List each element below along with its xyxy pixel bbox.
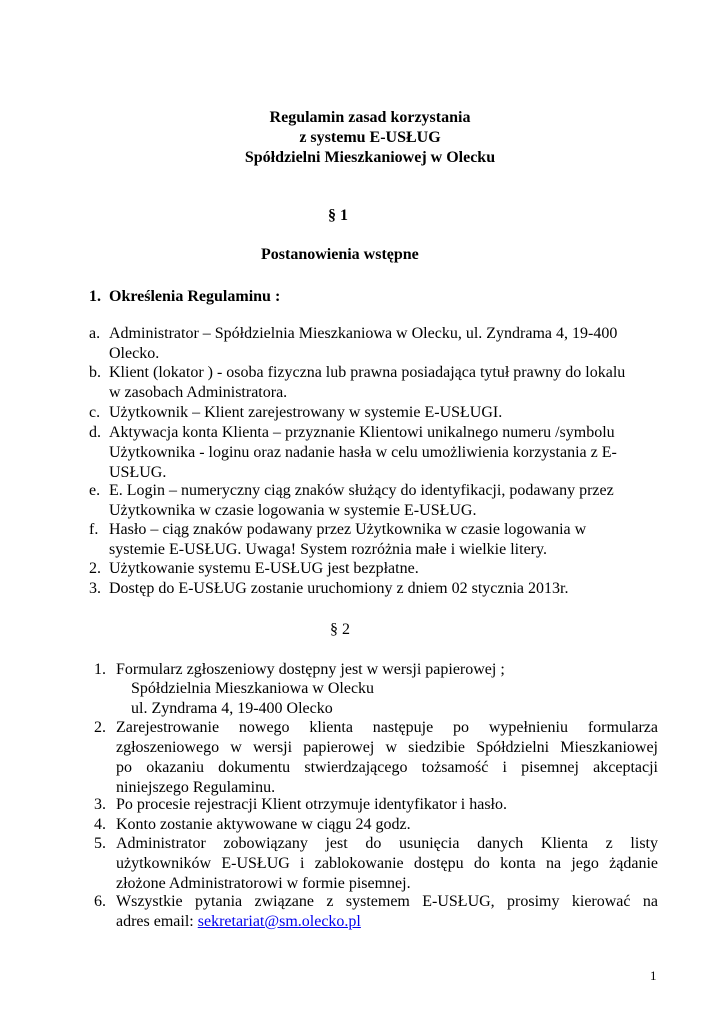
definition-line: Użytkownika - loginu oraz nadanie hasła w celu umożliwienia korzystania z E-: [109, 444, 617, 461]
definition-line: E. Login – numeryczny ciąg znaków służący do identyfikacji, podawany przez: [109, 482, 614, 499]
definition-marker: d.: [89, 424, 101, 441]
rule-marker: 2.: [94, 719, 106, 736]
section-2-symbol: § 2: [330, 621, 350, 638]
rule-line: złożone Administratorowi w formie pisemnej.: [116, 875, 411, 892]
definition-marker: f.: [89, 521, 99, 538]
rule-marker: 1.: [94, 661, 106, 678]
address-line: Spółdzielnia Mieszkaniowa w Olecku: [131, 680, 375, 697]
section-1-heading: Postanowienia wstępne: [261, 246, 419, 263]
rule-line: Po procesie rejestracji Klient otrzymuje identyfikator i hasło.: [116, 796, 507, 813]
rule-item: [116, 795, 507, 815]
page-number: 1: [650, 968, 657, 983]
rule-item: [116, 834, 658, 894]
definition-line: Użytkownik – Klient zarejestrowany w systemie E-USŁUGI.: [109, 404, 503, 421]
definition-line: w zasobach Administratora.: [109, 384, 288, 401]
rule-marker: 4.: [94, 816, 106, 833]
rule-line: Zarejestrowanie nowego klienta następuje po wypełnieniu formularza: [116, 719, 658, 736]
numbered-item: Dostęp do E-USŁUG zostanie uruchomiony z dniem 02 stycznia 2013r.: [109, 580, 569, 597]
rule-line: [116, 912, 658, 932]
title-line-2: z systemu E-USŁUG: [299, 129, 441, 146]
subheading-number: 1.: [89, 288, 101, 305]
rule-item: [116, 815, 411, 835]
definition-marker: e.: [89, 482, 101, 499]
numbered-marker: 2.: [89, 560, 101, 577]
definition-marker: b.: [89, 364, 101, 381]
email-prefix: adres email:: [116, 913, 198, 930]
rule-line: zgłoszeniowego w wersji papierowej w siedzibie Spółdzielni Mieszkaniowej: [116, 739, 658, 756]
definition-line: systemie E-USŁUG. Uwaga! System rozróżnia małe i wielkie litery.: [109, 541, 547, 558]
rule-line: niniejszego Regulaminu.: [116, 779, 276, 796]
rule-item: [116, 892, 658, 932]
rule-marker: 6.: [94, 893, 106, 910]
title-line-1: Regulamin zasad korzystania: [269, 109, 471, 126]
rule-line: użytkowników E-USŁUG i zablokowanie dostępu do konta na jego żądanie: [116, 855, 658, 872]
document-title: [180, 108, 560, 168]
definition-item: [109, 481, 659, 521]
rule-line: Wszystkie pytania związane z systemem E-USŁUG, prosimy kierować na: [116, 893, 658, 910]
definition-item: [109, 324, 659, 364]
rule-line: Konto zostanie aktywowane w ciągu 24 godz.: [116, 816, 411, 833]
rule-marker: 5.: [94, 835, 106, 852]
definition-line: Administrator – Spółdzielnia Mieszkaniowa w Olecku, ul. Zyndrama 4, 19-400: [109, 325, 618, 342]
office-address: [131, 679, 374, 719]
rule-line: po okazaniu dokumentu stwierdzającego tożsamość i pisemnej akceptacji: [116, 759, 658, 776]
definition-line: USŁUG.: [109, 464, 167, 481]
rule-item: [116, 718, 658, 798]
definition-marker: a.: [89, 325, 101, 342]
definition-line: Olecko.: [109, 345, 160, 362]
numbered-item: Użytkowanie systemu E-USŁUG jest bezpłatne.: [109, 560, 419, 577]
subheading-definitions: Określenia Regulaminu :: [109, 288, 281, 305]
definition-line: Użytkownika w czasie logowania w systemie E-USŁUG.: [109, 502, 477, 519]
definition-line: Hasło – ciąg znaków podawany przez Użytkownika w czasie logowania w: [109, 521, 587, 538]
definition-item: [109, 423, 659, 483]
section-1-symbol: § 1: [328, 207, 348, 224]
rule-item: [116, 660, 505, 680]
address-line: ul. Zyndrama 4, 19-400 Olecko: [131, 700, 333, 717]
rule-line: Formularz zgłoszeniowy dostępny jest w wersji papierowej ;: [116, 661, 505, 678]
email-link[interactable]: sekretariat@sm.olecko.pl: [197, 913, 361, 930]
title-line-3: Spółdzielni Mieszkaniowej w Olecku: [244, 149, 496, 166]
definition-item: [109, 520, 659, 560]
rule-line: Administrator zobowiązany jest do usunięcia danych Klienta z listy: [116, 835, 658, 852]
definition-marker: c.: [89, 404, 101, 421]
rule-marker: 3.: [94, 796, 106, 813]
numbered-marker: 3.: [89, 580, 101, 597]
definition-item: [109, 403, 659, 423]
definition-line: Klient (lokator ) - osoba fizyczna lub prawna posiadająca tytuł prawny do lokalu: [109, 364, 626, 381]
definition-item: [109, 363, 659, 403]
definition-line: Aktywacja konta Klienta – przyznanie Klientowi unikalnego numeru /symbolu: [109, 424, 615, 441]
